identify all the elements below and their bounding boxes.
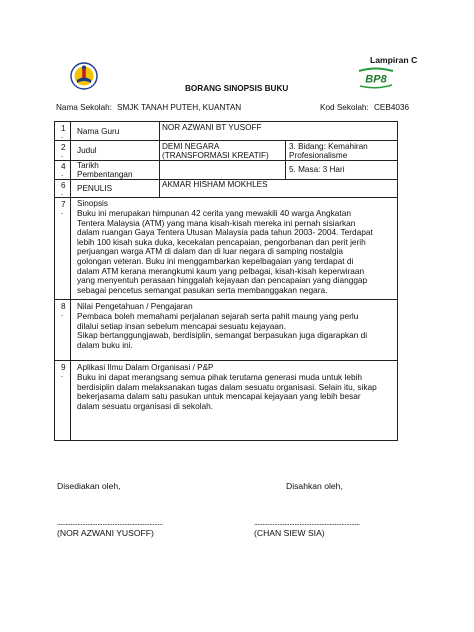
row-number: 9 xyxy=(61,363,66,372)
school-code-label: Kod Sekolah: xyxy=(320,103,369,112)
row-number-dot: . xyxy=(61,370,64,379)
approver-name: (CHAN SIEW SIA) xyxy=(254,528,325,538)
presentation-date-label-line2: Pembentangan xyxy=(77,170,133,179)
prepared-by-label: Disediakan oleh, xyxy=(57,481,121,491)
row-number-dot: . xyxy=(61,188,64,197)
application-line: dalam sesuatu organisasi di sekolah. xyxy=(77,400,214,411)
synopsis-line: Buku ini merupakan himpunan 42 cerita yang mewakili 40 warga Angkatan xyxy=(77,208,351,218)
svg-text:BP8: BP8 xyxy=(365,73,387,86)
row-number-dot: . xyxy=(61,207,64,216)
teacher-name-label: Nama Guru xyxy=(77,127,120,136)
application-heading: Aplikasi Ilmu Dalam Organisasi / P&P xyxy=(77,363,214,372)
signature-line-right: ............................................................... xyxy=(254,518,360,527)
duration-text: 5. Masa: 3 Hari xyxy=(289,165,345,174)
book-title-line1: DEMI NEGARA xyxy=(162,142,220,151)
ministry-crest-logo xyxy=(70,62,98,90)
synopsis-heading: Sinopsis xyxy=(77,199,108,208)
row-number: 2 xyxy=(61,143,66,152)
book-title-line2: (TRANSFORMASI KREATIF) xyxy=(162,151,269,160)
synopsis-line: lebih 100 kisah suka duka, kecekalan pencapaian, pengorbanan dan perit jerih xyxy=(77,236,366,247)
school-name-value: SMJK TANAH PUTEH, KUANTAN xyxy=(117,103,242,112)
lampiran-label: Lampiran C xyxy=(370,55,418,65)
synopsis-line: sebagai pencetus semangat pasukan serta membanggakan negara. xyxy=(77,284,328,295)
author-value: AKMAR HISHAM MOKHLES xyxy=(162,180,268,189)
row-number-dot: . xyxy=(61,150,64,159)
values-line: dilalui setiap insan sebelum mencapai sesuatu kejayaan. xyxy=(77,320,286,331)
signature-line-left: ............................................................... xyxy=(57,518,163,527)
approved-by-label: Disahkan oleh, xyxy=(286,481,343,491)
teacher-name-value: NOR AZWANI BT YUSOFF xyxy=(162,123,262,132)
synopsis-line: dalam ruangan Gaya Tentera Utusan Malaysia pada tahun 2003- 2004. Terdapat xyxy=(77,227,373,238)
row-number: 7 xyxy=(61,200,66,209)
synopsis-line: dalam ATM kerana merangkumi kaum yang pelbagai, kisah-kisah keperwiraan xyxy=(77,265,365,276)
title-label: Judul xyxy=(77,146,97,155)
row-number: 8 xyxy=(61,302,66,311)
school-code-value: CEB4036 xyxy=(374,103,410,112)
synopsis-line: yang menyentuh perasaan hinggalah kejayaan dan pencapaian yang dianggap xyxy=(77,275,368,286)
row-number: 1 xyxy=(61,124,66,133)
form-title: BORANG SINOPSIS BUKU xyxy=(185,84,289,93)
application-line: berdisiplin dalam melaksanakan tugas dalam sesuatu organisasi. Selain itu, sikap xyxy=(77,381,377,392)
bpg-logo xyxy=(356,67,396,89)
author-label: PENULIS xyxy=(77,184,113,193)
presentation-date-label-line1: Tarikh xyxy=(77,161,99,170)
field-line2: Profesionalisme xyxy=(289,151,348,160)
preparer-name: (NOR AZWANI YUSOFF) xyxy=(57,528,154,538)
application-line: Buku ini dapat merangsang semua pihak terutama generasi muda untuk lebih xyxy=(77,372,363,382)
row-number: 6 xyxy=(61,181,66,190)
row-number-dot: . xyxy=(61,309,64,318)
row-number-dot: . xyxy=(61,131,64,140)
values-line: dalam buku ini. xyxy=(77,339,133,350)
values-line: Sikap bertanggungjawab, berdisiplin, semangat berpasukan juga digarapkan di xyxy=(77,330,368,341)
row-number: 4 xyxy=(61,162,66,171)
row-number-dot: . xyxy=(61,169,64,178)
values-line: Pembaca boleh memahami perjalanan sejarah serta pahit maung yang perlu xyxy=(77,311,359,321)
school-name-label: Nama Sekolah: xyxy=(56,103,112,112)
application-line: bekerjasama dalam satu pasukan untuk mencapai kejayaan yang lebih besar xyxy=(77,391,361,402)
synopsis-line: golongan veteran. Buku ini menggambarkan kepelbagaian yang terdapat di xyxy=(77,256,354,266)
synopsis-line: Tentera Malaysia (ATM) yang mana kisah-kisah mereka ini pernah sisiarkan xyxy=(77,217,356,228)
values-heading: Nilai Pengetahuan / Pengajaran xyxy=(77,302,193,311)
field-line1: 3. Bidang: Kemahiran xyxy=(289,142,368,151)
synopsis-line: perjuangan warga ATM di dalam dan di luar negara di samping nostalgia xyxy=(77,246,343,257)
